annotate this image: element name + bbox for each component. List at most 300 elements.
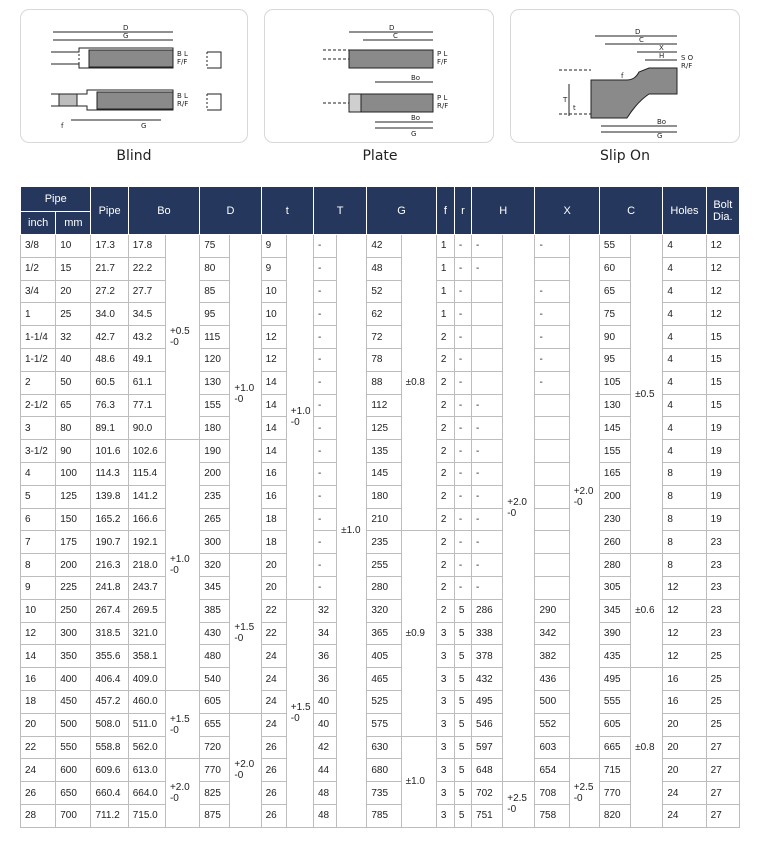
- inch-cell: 20: [21, 713, 56, 736]
- h-cell: [472, 326, 503, 349]
- T-cell: -: [313, 257, 336, 280]
- x-cell: [535, 508, 569, 531]
- bo-cell: 664.0: [128, 782, 165, 805]
- bo-cell: 141.2: [128, 485, 165, 508]
- T-cell: 40: [313, 713, 336, 736]
- t-cell: 14: [261, 371, 286, 394]
- inch-cell: 8: [21, 554, 56, 577]
- mm-cell: 300: [56, 622, 91, 645]
- bolt-cell: 25: [706, 713, 739, 736]
- T-cell: -: [313, 326, 336, 349]
- pipe-cell: 60.5: [91, 371, 128, 394]
- mm-cell: 80: [56, 417, 91, 440]
- label-bo: Bo: [411, 74, 421, 82]
- c-cell: 200: [599, 485, 630, 508]
- g-cell: 72: [367, 326, 401, 349]
- h-cell: [472, 303, 503, 326]
- g-cell: 62: [367, 303, 401, 326]
- tolerance-bo-cell: +1.5 -0: [165, 690, 199, 758]
- c-cell: 155: [599, 440, 630, 463]
- f-cell: 2: [436, 348, 454, 371]
- holes-cell: 8: [663, 554, 706, 577]
- f-cell: 2: [436, 485, 454, 508]
- t-cell: 26: [261, 759, 286, 782]
- f-cell: 2: [436, 462, 454, 485]
- t-cell: 22: [261, 599, 286, 622]
- h-cell: -: [472, 417, 503, 440]
- T-cell: 48: [313, 804, 336, 827]
- g-cell: 78: [367, 348, 401, 371]
- header-bolt-dia: Bolt Dia.: [706, 187, 739, 235]
- mm-cell: 150: [56, 508, 91, 531]
- bolt-cell: 12: [706, 257, 739, 280]
- g-cell: 112: [367, 394, 401, 417]
- g-cell: 465: [367, 668, 401, 691]
- label-t-lower: t: [573, 104, 576, 112]
- d-cell: 155: [200, 394, 230, 417]
- pipe-cell: 241.8: [91, 576, 128, 599]
- x-cell: 603: [535, 736, 569, 759]
- f-cell: 1: [436, 235, 454, 258]
- r-cell: -: [454, 394, 471, 417]
- d-cell: 200: [200, 462, 230, 485]
- g-cell: 405: [367, 645, 401, 668]
- holes-cell: 20: [663, 736, 706, 759]
- d-cell: 430: [200, 622, 230, 645]
- inch-cell: 1: [21, 303, 56, 326]
- f-cell: 3: [436, 645, 454, 668]
- x-cell: 708: [535, 782, 569, 805]
- bolt-cell: 23: [706, 599, 739, 622]
- mm-cell: 125: [56, 485, 91, 508]
- x-cell: 382: [535, 645, 569, 668]
- t-cell: 20: [261, 554, 286, 577]
- r-cell: -: [454, 235, 471, 258]
- pipe-cell: 89.1: [91, 417, 128, 440]
- g-cell: 630: [367, 736, 401, 759]
- bolt-cell: 27: [706, 804, 739, 827]
- d-cell: 720: [200, 736, 230, 759]
- h-cell: -: [472, 394, 503, 417]
- mm-cell: 700: [56, 804, 91, 827]
- bolt-cell: 19: [706, 417, 739, 440]
- holes-cell: 4: [663, 257, 706, 280]
- T-cell: -: [313, 462, 336, 485]
- x-cell: 654: [535, 759, 569, 782]
- holes-cell: 4: [663, 394, 706, 417]
- x-cell: -: [535, 348, 569, 371]
- header-pipe: Pipe: [91, 187, 128, 235]
- mm-cell: 550: [56, 736, 91, 759]
- bolt-cell: 15: [706, 348, 739, 371]
- r-cell: 5: [454, 736, 471, 759]
- holes-cell: 4: [663, 235, 706, 258]
- d-cell: 75: [200, 235, 230, 258]
- c-cell: 345: [599, 599, 630, 622]
- tolerance-c-cell: ±0.5: [631, 235, 663, 554]
- inch-cell: 14: [21, 645, 56, 668]
- d-cell: 80: [200, 257, 230, 280]
- tolerance-x-cell: +2.0 -0: [569, 235, 599, 759]
- f-cell: 3: [436, 804, 454, 827]
- t-cell: 22: [261, 622, 286, 645]
- tolerance-x-cell: +2.5 -0: [569, 759, 599, 827]
- h-cell: 338: [472, 622, 503, 645]
- inch-cell: 7: [21, 531, 56, 554]
- bo-cell: 511.0: [128, 713, 165, 736]
- h-cell: 702: [472, 782, 503, 805]
- g-cell: 320: [367, 599, 401, 622]
- header-mm: mm: [56, 212, 91, 235]
- holes-cell: 4: [663, 303, 706, 326]
- holes-cell: 8: [663, 531, 706, 554]
- bolt-cell: 25: [706, 690, 739, 713]
- T-cell: -: [313, 576, 336, 599]
- f-cell: 2: [436, 326, 454, 349]
- mm-cell: 350: [56, 645, 91, 668]
- f-cell: 3: [436, 622, 454, 645]
- t-cell: 24: [261, 690, 286, 713]
- pipe-cell: 267.4: [91, 599, 128, 622]
- g-cell: 235: [367, 531, 401, 554]
- g-cell: 575: [367, 713, 401, 736]
- f-cell: 2: [436, 417, 454, 440]
- table-row: [21, 554, 740, 577]
- inch-cell: 3/8: [21, 235, 56, 258]
- x-cell: -: [535, 303, 569, 326]
- T-cell: 36: [313, 645, 336, 668]
- g-cell: 52: [367, 280, 401, 303]
- header-r: r: [454, 187, 471, 235]
- bo-cell: 34.5: [128, 303, 165, 326]
- c-cell: 715: [599, 759, 630, 782]
- d-cell: 265: [200, 508, 230, 531]
- d-cell: 875: [200, 804, 230, 827]
- f-cell: 1: [436, 303, 454, 326]
- d-cell: 235: [200, 485, 230, 508]
- f-cell: 3: [436, 759, 454, 782]
- T-cell: 36: [313, 668, 336, 691]
- tolerance-bo-cell: +1.0 -0: [165, 440, 199, 691]
- r-cell: -: [454, 554, 471, 577]
- plate-flange-drawing: [265, 10, 493, 142]
- bo-cell: 358.1: [128, 645, 165, 668]
- mm-cell: 32: [56, 326, 91, 349]
- bo-cell: 613.0: [128, 759, 165, 782]
- pipe-cell: 34.0: [91, 303, 128, 326]
- h-cell: 286: [472, 599, 503, 622]
- label-g: G: [123, 32, 129, 40]
- h-cell: 751: [472, 804, 503, 827]
- inch-cell: 16: [21, 668, 56, 691]
- label-c: C: [639, 36, 644, 44]
- c-cell: 555: [599, 690, 630, 713]
- h-cell: -: [472, 485, 503, 508]
- x-cell: [535, 257, 569, 280]
- inch-cell: 5: [21, 485, 56, 508]
- h-cell: [472, 371, 503, 394]
- c-cell: 145: [599, 417, 630, 440]
- label-ff: F/F: [437, 58, 448, 66]
- bo-cell: 166.6: [128, 508, 165, 531]
- bo-cell: 43.2: [128, 326, 165, 349]
- c-cell: 390: [599, 622, 630, 645]
- r-cell: -: [454, 303, 471, 326]
- T-cell: -: [313, 303, 336, 326]
- c-cell: 95: [599, 348, 630, 371]
- inch-cell: 24: [21, 759, 56, 782]
- bo-cell: 562.0: [128, 736, 165, 759]
- d-cell: 95: [200, 303, 230, 326]
- inch-cell: 1-1/4: [21, 326, 56, 349]
- inch-cell: 26: [21, 782, 56, 805]
- c-cell: 495: [599, 668, 630, 691]
- bo-cell: 27.7: [128, 280, 165, 303]
- pipe-cell: 318.5: [91, 622, 128, 645]
- g-cell: 210: [367, 508, 401, 531]
- mm-cell: 20: [56, 280, 91, 303]
- caption-slip-on: Slip On: [600, 148, 650, 164]
- T-cell: 42: [313, 736, 336, 759]
- mm-cell: 175: [56, 531, 91, 554]
- mm-cell: 100: [56, 462, 91, 485]
- r-cell: 5: [454, 690, 471, 713]
- t-cell: 24: [261, 645, 286, 668]
- c-cell: 435: [599, 645, 630, 668]
- header-bo: Bo: [128, 187, 199, 235]
- T-cell: -: [313, 394, 336, 417]
- pipe-cell: 114.3: [91, 462, 128, 485]
- holes-cell: 12: [663, 622, 706, 645]
- t-cell: 10: [261, 280, 286, 303]
- t-cell: 18: [261, 531, 286, 554]
- f-cell: 3: [436, 782, 454, 805]
- bo-cell: 90.0: [128, 417, 165, 440]
- d-cell: 345: [200, 576, 230, 599]
- pipe-cell: 216.3: [91, 554, 128, 577]
- holes-cell: 4: [663, 440, 706, 463]
- tolerance-c-cell: ±0.8: [631, 668, 663, 828]
- T-cell: 32: [313, 599, 336, 622]
- c-cell: 165: [599, 462, 630, 485]
- label-ff: F/F: [177, 58, 188, 66]
- d-cell: 480: [200, 645, 230, 668]
- holes-cell: 4: [663, 348, 706, 371]
- table-row: [21, 668, 740, 691]
- r-cell: -: [454, 485, 471, 508]
- h-cell: -: [472, 462, 503, 485]
- mm-cell: 25: [56, 303, 91, 326]
- f-cell: 3: [436, 690, 454, 713]
- T-cell: -: [313, 371, 336, 394]
- r-cell: -: [454, 508, 471, 531]
- T-cell: -: [313, 348, 336, 371]
- label-h: H: [659, 52, 665, 60]
- holes-cell: 8: [663, 508, 706, 531]
- diagram-card-plate: [264, 9, 494, 143]
- d-cell: 180: [200, 417, 230, 440]
- tolerance-T-cell: ±1.0: [337, 235, 367, 828]
- d-cell: 655: [200, 713, 230, 736]
- holes-cell: 12: [663, 576, 706, 599]
- inch-cell: 1-1/2: [21, 348, 56, 371]
- x-cell: [535, 531, 569, 554]
- h-cell: 597: [472, 736, 503, 759]
- label-pl-top: P L: [437, 50, 448, 58]
- pipe-cell: 406.4: [91, 668, 128, 691]
- bolt-cell: 15: [706, 371, 739, 394]
- t-cell: 12: [261, 326, 286, 349]
- table-body: [21, 235, 740, 828]
- mm-cell: 10: [56, 235, 91, 258]
- pipe-cell: 21.7: [91, 257, 128, 280]
- label-g-bottom: G: [141, 122, 147, 130]
- x-cell: 342: [535, 622, 569, 645]
- bo-cell: 61.1: [128, 371, 165, 394]
- tolerance-t-cell: +1.5 -0: [286, 599, 313, 827]
- c-cell: 305: [599, 576, 630, 599]
- r-cell: 5: [454, 599, 471, 622]
- mm-cell: 400: [56, 668, 91, 691]
- holes-cell: 4: [663, 280, 706, 303]
- label-f: f: [61, 122, 64, 130]
- holes-cell: 24: [663, 782, 706, 805]
- r-cell: 5: [454, 622, 471, 645]
- pipe-cell: 190.7: [91, 531, 128, 554]
- f-cell: 2: [436, 394, 454, 417]
- d-cell: 825: [200, 782, 230, 805]
- flange-dimension-table: [20, 186, 740, 828]
- mm-cell: 225: [56, 576, 91, 599]
- r-cell: 5: [454, 668, 471, 691]
- x-cell: -: [535, 371, 569, 394]
- h-cell: -: [472, 235, 503, 258]
- bolt-cell: 25: [706, 668, 739, 691]
- f-cell: 2: [436, 554, 454, 577]
- f-cell: 2: [436, 371, 454, 394]
- f-cell: 3: [436, 736, 454, 759]
- label-bo-2: Bo: [411, 114, 421, 122]
- c-cell: 60: [599, 257, 630, 280]
- r-cell: -: [454, 257, 471, 280]
- header-f: f: [436, 187, 454, 235]
- d-cell: 385: [200, 599, 230, 622]
- h-cell: -: [472, 257, 503, 280]
- mm-cell: 40: [56, 348, 91, 371]
- tolerance-h-cell: +2.5 -0: [503, 782, 535, 828]
- header-h: H: [472, 187, 535, 235]
- x-cell: [535, 462, 569, 485]
- f-cell: 3: [436, 668, 454, 691]
- bolt-cell: 27: [706, 736, 739, 759]
- pipe-cell: 101.6: [91, 440, 128, 463]
- diagram-card-slip-on: [510, 9, 740, 143]
- label-g: G: [411, 130, 417, 138]
- x-cell: 500: [535, 690, 569, 713]
- t-cell: 26: [261, 804, 286, 827]
- T-cell: 48: [313, 782, 336, 805]
- bo-cell: 192.1: [128, 531, 165, 554]
- header-x: X: [535, 187, 599, 235]
- g-cell: 785: [367, 804, 401, 827]
- d-cell: 320: [200, 554, 230, 577]
- h-cell: 432: [472, 668, 503, 691]
- t-cell: 24: [261, 713, 286, 736]
- c-cell: 90: [599, 326, 630, 349]
- pipe-cell: 27.2: [91, 280, 128, 303]
- c-cell: 75: [599, 303, 630, 326]
- f-cell: 1: [436, 280, 454, 303]
- inch-cell: 12: [21, 622, 56, 645]
- r-cell: -: [454, 531, 471, 554]
- header-holes: Holes: [663, 187, 706, 235]
- caption-blind: Blind: [116, 148, 152, 164]
- bo-cell: 77.1: [128, 394, 165, 417]
- pipe-cell: 48.6: [91, 348, 128, 371]
- c-cell: 260: [599, 531, 630, 554]
- label-f: f: [621, 72, 624, 80]
- diagram-card-blind: [20, 9, 248, 143]
- g-cell: 525: [367, 690, 401, 713]
- inch-cell: 2-1/2: [21, 394, 56, 417]
- g-cell: 125: [367, 417, 401, 440]
- r-cell: 5: [454, 645, 471, 668]
- d-cell: 130: [200, 371, 230, 394]
- holes-cell: 16: [663, 668, 706, 691]
- inch-cell: 2: [21, 371, 56, 394]
- inch-cell: 10: [21, 599, 56, 622]
- bolt-cell: 19: [706, 508, 739, 531]
- h-cell: -: [472, 440, 503, 463]
- bolt-cell: 12: [706, 280, 739, 303]
- header-inch: inch: [21, 212, 56, 235]
- label-x: X: [659, 44, 664, 52]
- label-rf: R/F: [177, 100, 189, 108]
- r-cell: -: [454, 417, 471, 440]
- h-cell: -: [472, 554, 503, 577]
- T-cell: 40: [313, 690, 336, 713]
- c-cell: 65: [599, 280, 630, 303]
- tolerance-d-cell: +1.5 -0: [230, 554, 261, 714]
- h-cell: 495: [472, 690, 503, 713]
- bo-cell: 102.6: [128, 440, 165, 463]
- t-cell: 16: [261, 485, 286, 508]
- d-cell: 770: [200, 759, 230, 782]
- header-pipe-group: Pipe: [21, 187, 91, 212]
- label-pl-bottom: P L: [437, 94, 448, 102]
- tolerance-bo-cell: +2.0 -0: [165, 759, 199, 827]
- header-d: D: [200, 187, 261, 235]
- x-cell: 436: [535, 668, 569, 691]
- f-cell: 3: [436, 713, 454, 736]
- f-cell: 2: [436, 599, 454, 622]
- mm-cell: 200: [56, 554, 91, 577]
- bolt-cell: 12: [706, 303, 739, 326]
- t-cell: 26: [261, 782, 286, 805]
- f-cell: 2: [436, 440, 454, 463]
- bolt-cell: 25: [706, 645, 739, 668]
- h-cell: -: [472, 576, 503, 599]
- bo-cell: 321.0: [128, 622, 165, 645]
- f-cell: 2: [436, 508, 454, 531]
- d-cell: 115: [200, 326, 230, 349]
- holes-cell: 8: [663, 462, 706, 485]
- g-cell: 680: [367, 759, 401, 782]
- blind-flange-drawing: [21, 10, 247, 142]
- header-g: G: [367, 187, 436, 235]
- r-cell: -: [454, 348, 471, 371]
- bolt-cell: 12: [706, 235, 739, 258]
